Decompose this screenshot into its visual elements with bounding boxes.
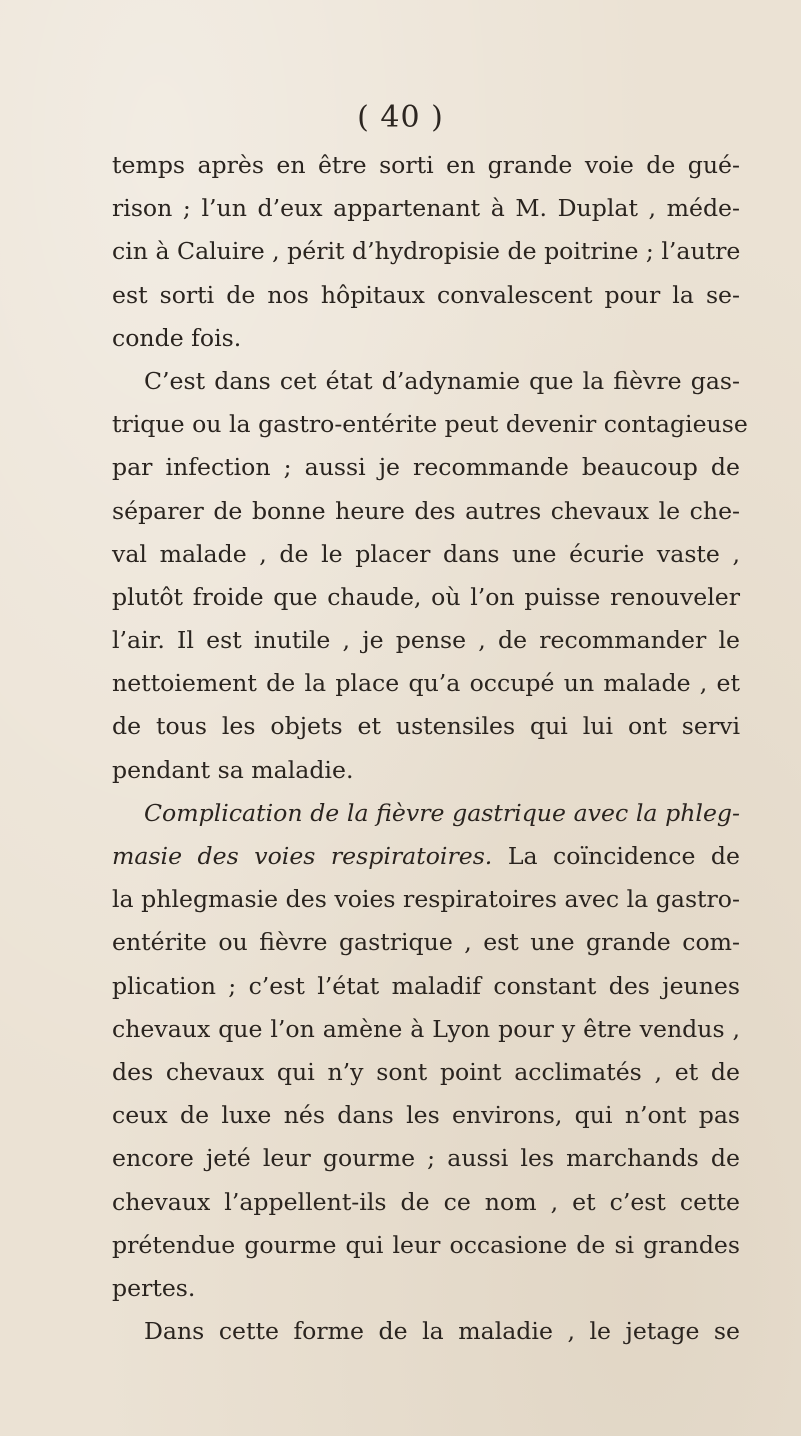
section-heading-line (112, 792, 740, 835)
text-line: des chevaux qui n’y sont point acclimatés , et de (112, 1057, 740, 1086)
text-line: plutôt froide que chaude, où l’on puisse renouveler (112, 582, 740, 611)
text-line: séparer de bonne heure des autres chevaux le che- (112, 496, 740, 525)
text-line: plication ; c’est l’état maladif constant des jeunes (112, 971, 740, 1000)
page-number: ( 40 ) (357, 100, 444, 135)
text-line: de tous les objets et ustensiles qui lui ont servi (112, 712, 740, 741)
text-line: val malade , de le placer dans une écurie vaste , (112, 539, 740, 568)
text-line: C’est dans cet état d’adynamie que la fièvre gas- (144, 366, 740, 395)
text-line: nettoiement de la place qu’a occupé un malade , et (112, 669, 740, 698)
text-line: trique ou la gastro-entérite peut devenir contagieuse (112, 410, 748, 439)
text-line: chevaux que l’on amène à Lyon pour y être vendus , (112, 1014, 740, 1043)
text-line: chevaux l’appellent-ils de ce nom , et c’est cette (112, 1187, 740, 1216)
section-heading-line: masie des voies respiratoires. La coïncidence de (112, 842, 740, 870)
text-line: pendant sa maladie. (112, 755, 354, 784)
text-line: prétendue gourme qui leur occasione de si grandes (112, 1230, 740, 1259)
text-line: est sorti de nos hôpitaux convalescent pour la se- (112, 280, 740, 309)
text-line: la phlegmasie des voies respiratoires avec la gastro- (112, 885, 740, 914)
text-line: entérite ou fièvre gastrique , est une grande com- (112, 928, 740, 957)
text-line: temps après en être sorti en grande voie de gué- (112, 151, 740, 179)
text-line: cin à Caluire , périt d’hydropisie de poitrine ; l’autre (112, 237, 741, 266)
text-line: encore jeté leur gourme ; aussi les marchands de (112, 1144, 740, 1173)
text-line: l’air. Il est inutile , je pense , de recommander le (112, 626, 740, 655)
body-text (112, 144, 748, 1353)
text-line: Dans cette forme de la maladie , le jetage se (144, 1317, 740, 1346)
text-line: pertes. (112, 1273, 196, 1302)
text-line: par infection ; aussi je recommande beaucoup de (112, 453, 740, 482)
text-line: rison ; l’un d’eux appartenant à M. Duplat , méde- (112, 194, 740, 223)
section-heading: masie des voies respiratoires. (112, 842, 493, 870)
text-line: ceux de luxe nés dans les environs, qui n’ont pas (112, 1101, 740, 1130)
section-heading: Complication de la fièvre gastrique avec la phleg- (144, 798, 740, 827)
text-line: conde fois. (112, 323, 242, 352)
